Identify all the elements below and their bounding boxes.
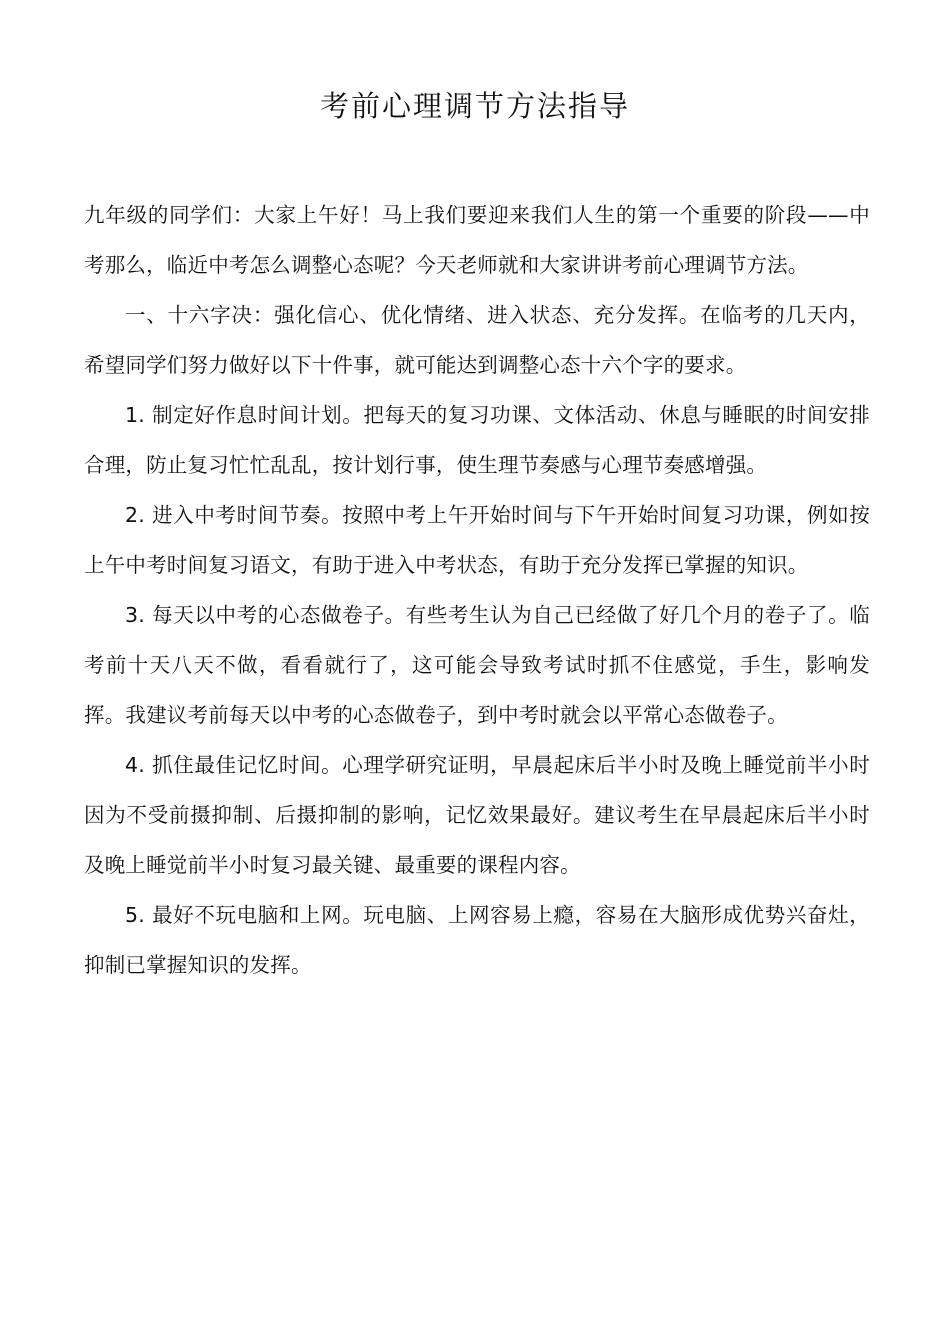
document-body <box>84 190 870 990</box>
paragraph-item-1: 1. 制定好作息时间计划。把每天的复习功课、文体活动、休息与睡眠的时间安排合理，防止复习忙忙乱乱，按计划行事，使生理节奏感与心理节奏感增强。 <box>84 403 870 477</box>
paragraph-item-5: 5. 最好不玩电脑和上网。玩电脑、上网容易上瘾，容易在大脑形成优势兴奋灶，抑制已掌握知识的发挥。 <box>84 903 870 977</box>
paragraph-item-2: 2. 进入中考时间节奏。按照中考上午开始时间与下午开始时间复习功课，例如按上午中考时间复习语文，有助于进入中考状态，有助于充分发挥已掌握的知识。 <box>84 503 870 577</box>
paragraph-section-heading: 一、十六字决：强化信心、优化情绪、进入状态、充分发挥。在临考的几天内，希望同学们努力做好以下十件事，就可能达到调整心态十六个字的要求。 <box>84 303 870 377</box>
paragraph-greeting: 九年级的同学们：大家上午好！马上我们要迎来我们人生的第一个重要的阶段——中考那么，临近中考怎么调整心态呢？今天老师就和大家讲讲考前心理调节方法。 <box>84 203 870 277</box>
document-title: 考前心理调节方法指导 <box>319 89 630 123</box>
paragraph-item-4: 4. 抓住最佳记忆时间。心理学研究证明，早晨起床后半小时及晚上睡觉前半小时因为不受前摄抑制、后摄抑制的影响，记忆效果最好。建议考生在早晨起床后半小时及晚上睡觉前半小时复习最关键、最重要的课程内容。 <box>84 753 870 877</box>
paragraph-item-3: 3. 每天以中考的心态做卷子。有些考生认为自己已经做了好几个月的卷子了。临考前十天八天不做，看看就行了，这可能会导致考试时抓不住感觉，手生，影响发挥。我建议考前每天以中考的心态做卷子，到中考时就会以平常心态做卷子。 <box>84 603 870 727</box>
